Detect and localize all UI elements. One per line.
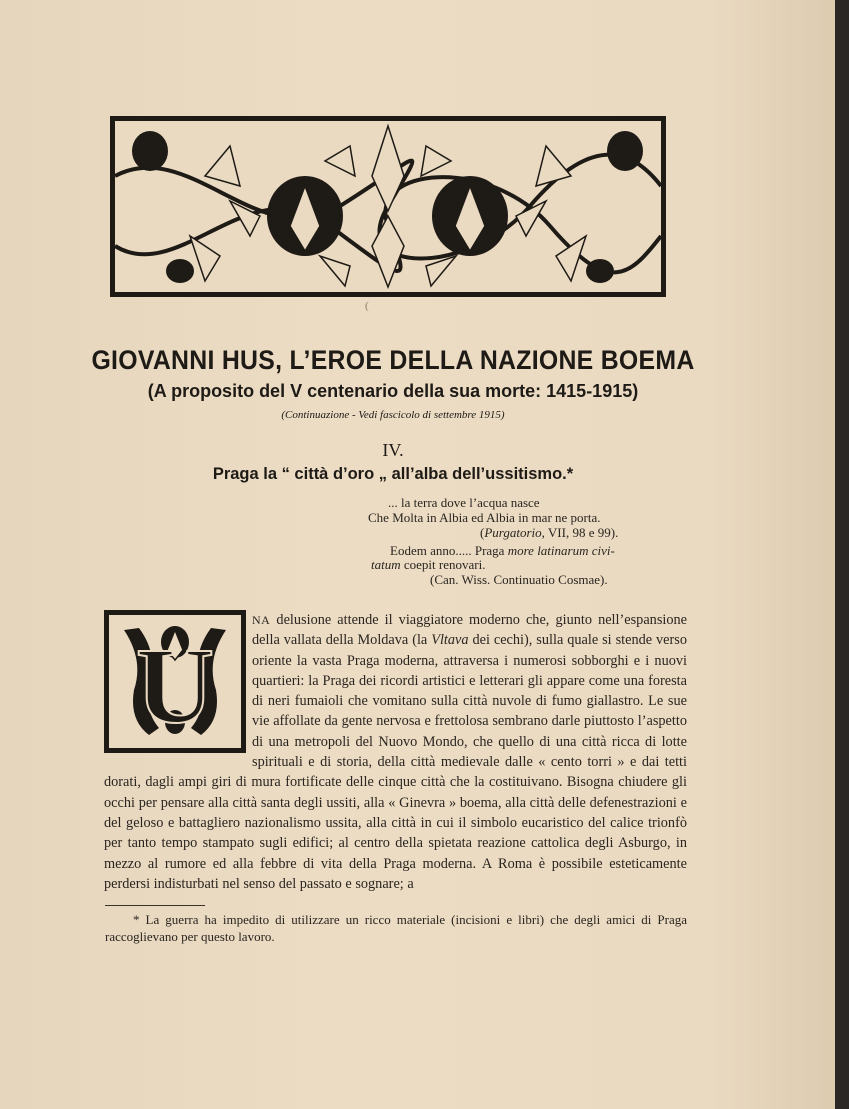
- epigraph-2-citation: (Can. Wiss. Continuatio Cosmae).: [430, 572, 608, 587]
- footnote-rule: [105, 905, 205, 906]
- page-edge: [835, 0, 849, 1109]
- chapter-number: IV.: [382, 440, 404, 460]
- continuation-note: (Continuazione - Vedi fascicolo di settembre 1915): [281, 409, 505, 421]
- epigraph-1-line-1: ... la terra dove l’acqua nasce: [388, 495, 540, 510]
- body-italic-word: Vltava: [431, 632, 469, 649]
- epigraph-2-line-1: Eodem anno..... Praga more latinarum civi-: [390, 543, 615, 558]
- page-mark: (: [365, 300, 369, 312]
- dropcap-space: [104, 610, 252, 754]
- body-text-1: delusione attende il viaggiatore moderno che, giunto nell’espansione della vallata della Moldava (la: [252, 612, 687, 649]
- floral-woodcut-ornament: [110, 116, 666, 297]
- article-title: GIOVANNI HUS, L’EROE DELLA NAZIONE BOEMA: [91, 345, 695, 375]
- footnote: * La guerra ha impedito di utilizzare un ricco materiale (incisioni e libri) che degli amici di Praga raccoglievano per questo lavoro.: [105, 912, 687, 944]
- body-text-2: dei cechi), sulla quale si stende verso oriente la vasta Praga moderna, attraversa i numerosi sobborghi e i nuovi quartieri: la Praga dei ricordi artistici e letterari gli appare come una foresta di neri fumaioli che vomitano sulla città nuvole di fumo giallastro. Le sue vie affollate da gente nervosa e frettolosa sembrano darle piuttosto l’aspetto di una metropoli del Nuovo Mondo, che quello di una città ricca di lotte spirituali e di storia, della città medievale dalle « cento torri » e dai tetti dorati, dagli ampi giri di mura fortificate delle cinque città che la costituivano. Bisogna chiudere gli occhi per pensare alla città santa degli ussiti, alla « Ginevra » boema, alla città delle defenestrazioni e del geloso e battagliero nazionalismo ussita, alla città in cui il simbolo eucaristico del calice trionfò per tanto tempo stampato sugli edifici; al centro della spietata reazione cattolica degli Asburgo, in mezzo al rumore ed alla febbre di vita della Praga moderna. A Roma è possibile esteticamente perdersi indisturbati nel senso del passato e sognare; a: [104, 632, 687, 892]
- section-title: Praga la “ città d’oro „ all’alba dell’ussitismo.*: [212, 465, 574, 483]
- epigraph-1-citation: (Purgatorio, VII, 98 e 99).: [480, 525, 619, 540]
- epigraph-2-line-2: tatum coepit renovari.: [371, 557, 486, 572]
- article-subtitle: (A proposito del V centenario della sua morte: 1415-1915): [147, 381, 639, 401]
- article-body: [104, 610, 687, 894]
- smallcaps-opening: NA: [252, 613, 271, 627]
- epigraph-1-line-2: Che Molta in Albia ed Albia in mar ne porta.: [368, 510, 601, 525]
- dropcap-letter: U: [136, 627, 214, 746]
